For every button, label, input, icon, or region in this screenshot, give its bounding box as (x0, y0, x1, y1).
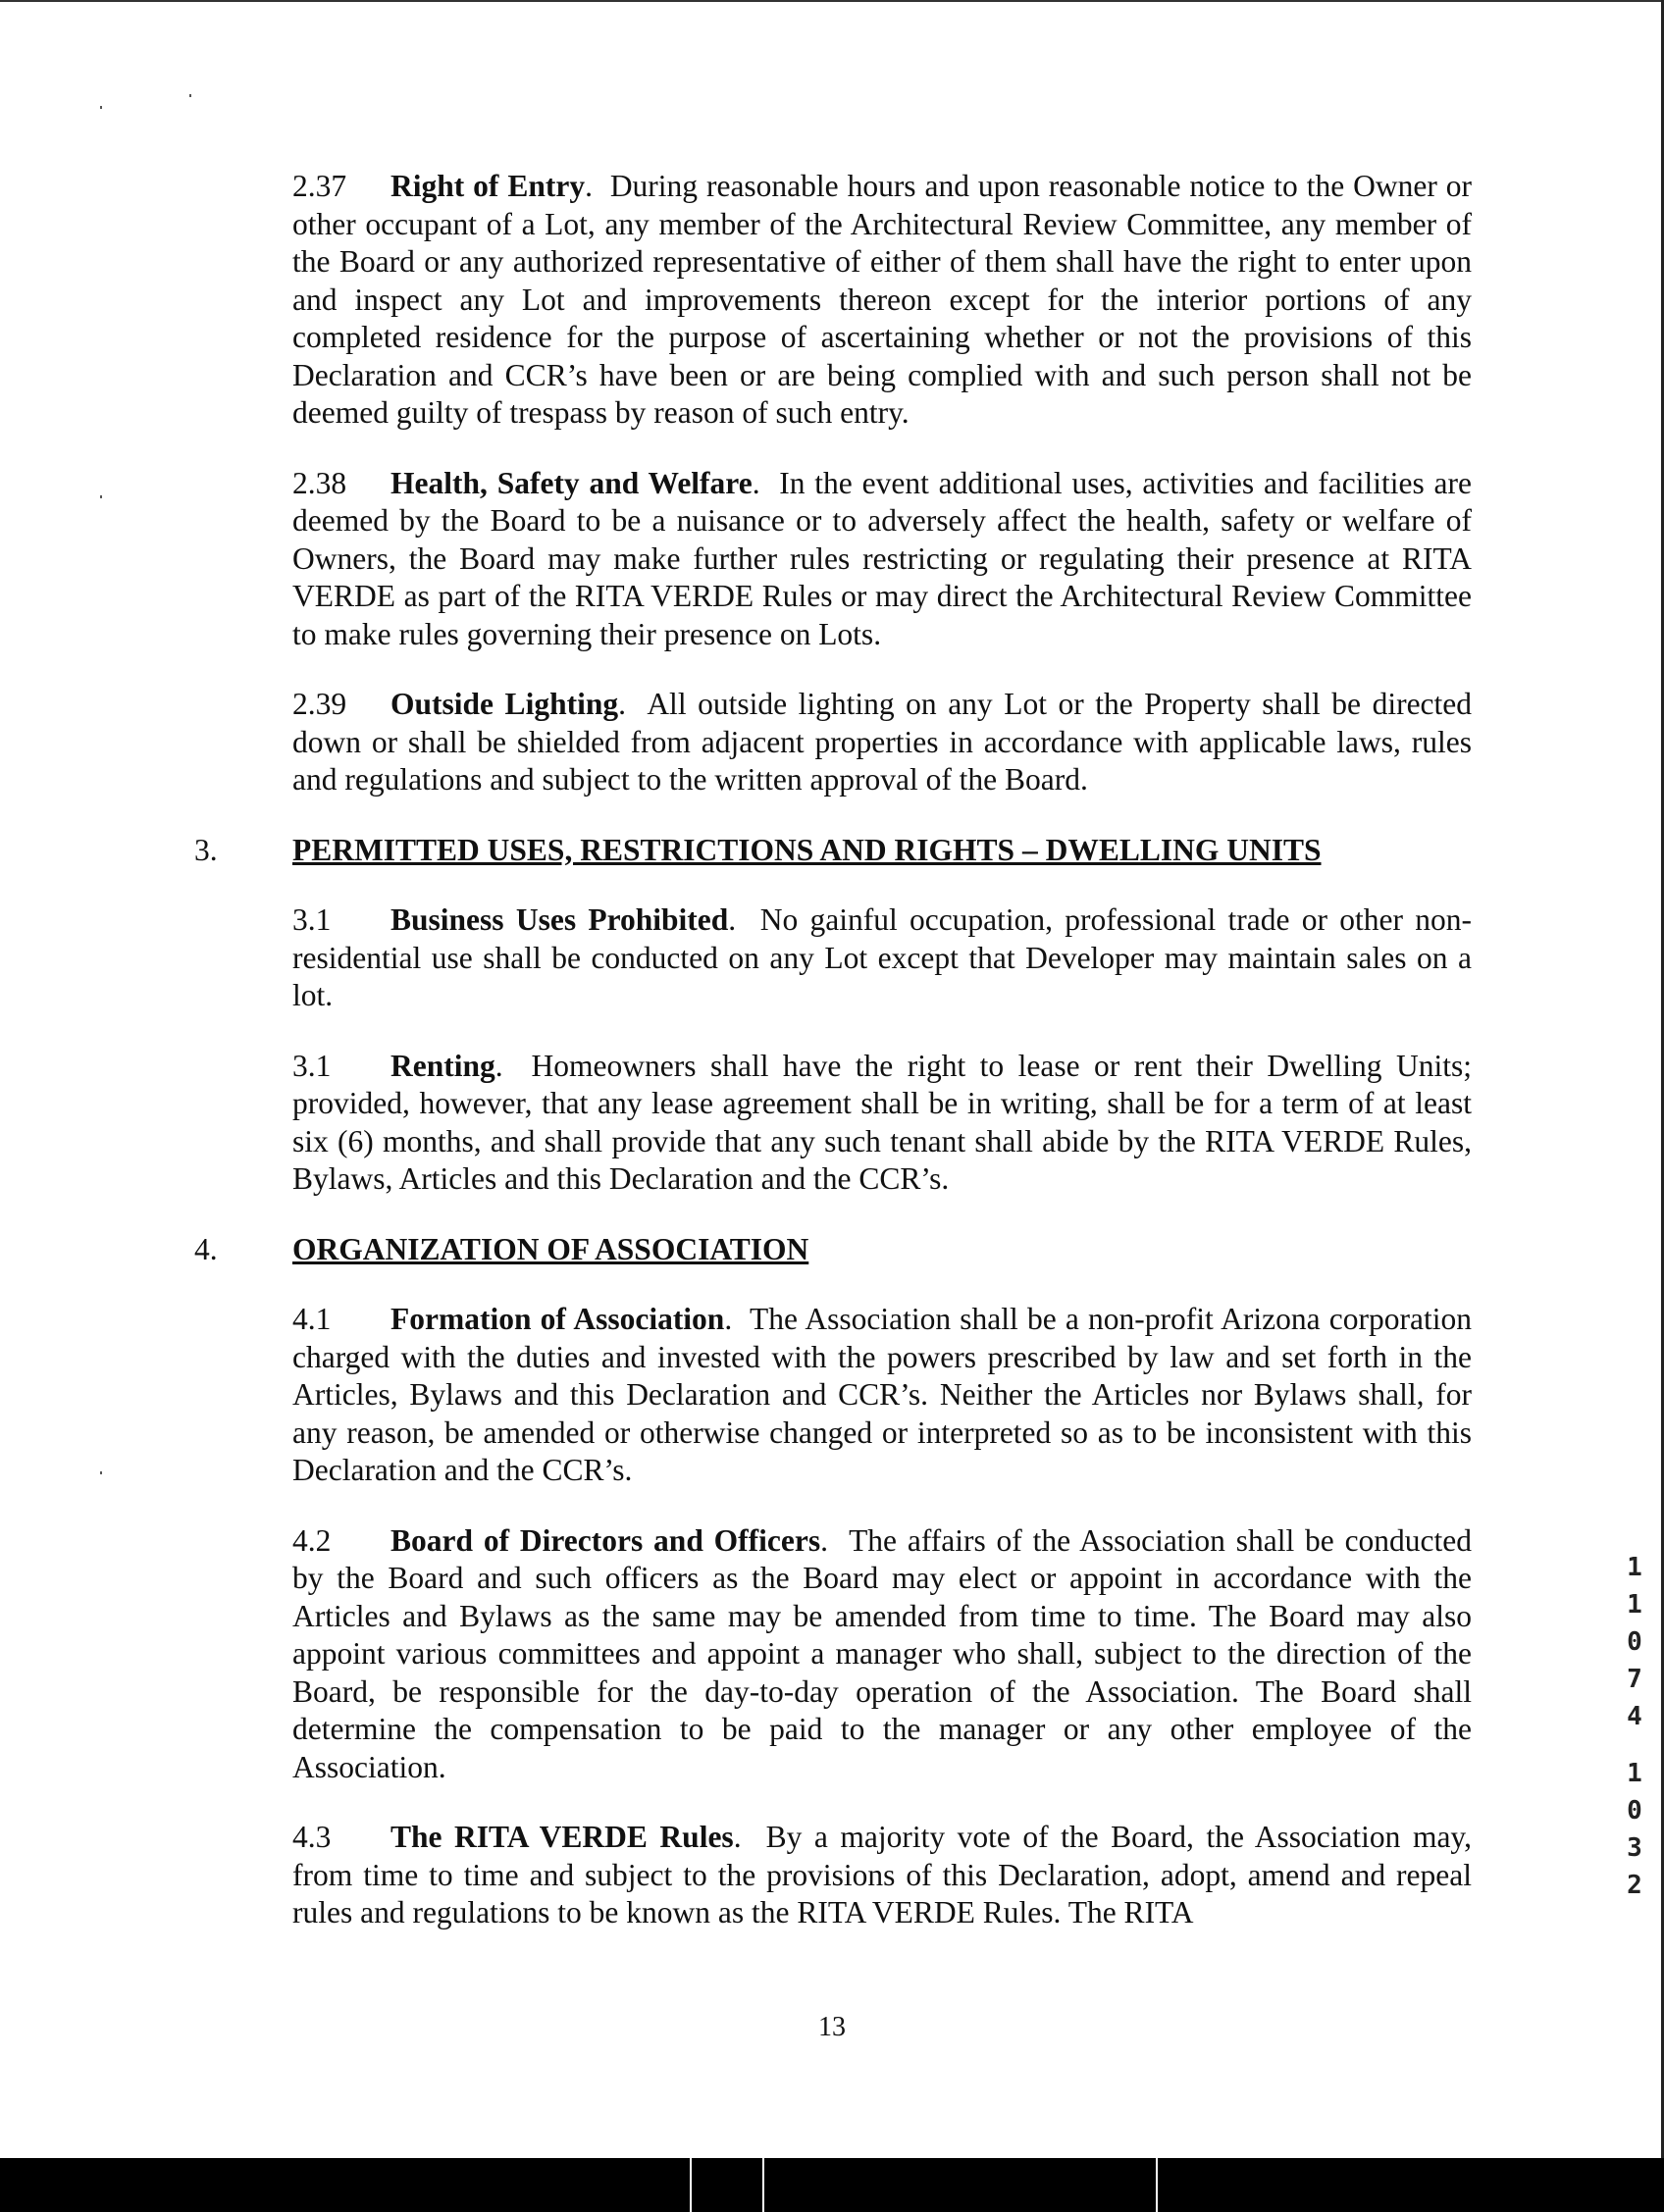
section-number: 2.39 (292, 687, 347, 721)
recording-digit: 0 (1627, 1796, 1642, 1826)
recording-digit: 1 (1627, 1759, 1642, 1788)
section-4-1: 4.1 Formation of Association. The Association shall be a non-profit Arizona corporation charged with the duties and invested with the powers prescribed by law and set forth in the Articles, Bylaws and this Declaration and CCR’s. Neither the Articles nor Bylaws shall, for any reason, be amended or otherwise changed or interpreted so as to be inconsistent with this Declaration and the CCR’s. (292, 1302, 1472, 1487)
section-title: Right of Entry (390, 169, 586, 203)
scan-speck (189, 94, 191, 97)
section-text: All outside lighting on any Lot or the Property shall be directed down or shall be shielded from adjacent properties in accordance with applicable laws, rules and regulations and subject to the written approval of the Board. (292, 687, 1473, 797)
recording-digit: 0 (1627, 1627, 1642, 1657)
scan-border-tick (690, 2158, 692, 2212)
section-number: 4.1 (292, 1302, 332, 1336)
section-3-1-business-uses: 3.1 Business Uses Prohibited. No gainful occupation, professional trade or other non-residential use shall be conducted on any Lot except that Developer may maintain sales on a lot. (292, 902, 1472, 1012)
article-heading-4 (194, 1231, 1472, 1269)
section-number: 2.38 (292, 465, 347, 500)
section-text: The affairs of the Association shall be conducted by the Board and such officers as the Board may elect or appoint in accordance with the Articles and Bylaws as the same may be amended from time to time. The Board may also appoint various committees and appoint a manager who shall, subject to the direction of the Board, be responsible for the day-to-day operation of the Association. The Board shall determine the compensation to be paid to the manager or any other employee of the Association. (292, 1522, 1473, 1784)
section-number: 2.37 (292, 169, 347, 203)
section-text: During reasonable hours and upon reasonable notice to the Owner or other occupant of a Lot, any member of the Architectural Review Committee, any member of the Board or any authorized representative of either of them shall have the right to enter upon and inspect any Lot and improvements thereon except for the interior portions of any completed residence for the purpose of ascertaining whether or not the provisions of this Declaration and CCR’s have been or are being complied with and such person shall not be deemed guilty of trespass by reason of such entry. (292, 169, 1472, 430)
recording-digit: 2 (1627, 1871, 1642, 1900)
section-3-1-renting: 3.1 Renting. Homeowners shall have the right to lease or rent their Dwelling Units; provided, however, that any lease agreement shall be in writing, shall be for a term of at least six (6) months, and shall provide that any such tenant shall abide by the RITA VERDE Rules, Bylaws, Articles and this Declaration and the CCR’s. (292, 1048, 1473, 1196)
recording-digit: 3 (1627, 1833, 1642, 1863)
section-title: Renting (390, 1048, 495, 1083)
section-4-3: 4.3 The RITA VERDE Rules. By a majority vote of the Board, the Association may, from time to time and subject to the provisions of this Declaration, adopt, amend and repeal rules and regulations to be known as the RITA VERDE Rules. The RITA (292, 1820, 1473, 1929)
section-title: The RITA VERDE Rules (390, 1820, 734, 1854)
scan-speck (100, 106, 102, 109)
section-title: Board of Directors and Officers (390, 1522, 821, 1558)
document-body (194, 168, 1473, 1965)
section-2-38: 2.38 Health, Safety and Welfare. In the event additional uses, activities and facilities are deemed by the Board to be a nuisance or to adversely affect the health, safety or welfare of Owners, the Board may make further rules restricting or regulating their presence at RITA VERDE as part of the RITA VERDE Rules or may direct the Architectural Review Committee to make rules governing their presence on Lots. (292, 465, 1473, 651)
section-title: Business Uses Prohibited (390, 902, 729, 937)
recording-digit: 7 (1627, 1665, 1642, 1694)
section-text: By a majority vote of the Board, the Association may, from time to time and subject to the provisions of this Declaration, adopt, amend and repeal rules and regulations to be known as the RITA VERDE Rules. The RITA (292, 1820, 1473, 1929)
scan-speck (100, 1471, 102, 1474)
section-number: 3.1 (292, 1048, 332, 1083)
section-number: 4.3 (292, 1820, 332, 1854)
scan-bottom-border (0, 2158, 1664, 2212)
section-number: 4.2 (292, 1522, 332, 1558)
recording-digit: 4 (1627, 1702, 1642, 1731)
article-number: 4. (194, 1231, 218, 1266)
section-4-2: 4.2 Board of Directors and Officers. The affairs of the Association shall be conducted by the Board and such officers as the Board may elect or appoint in accordance with the Articles and Bylaws as the same may be amended from time to time. The Board may also appoint various committees and appoint a manager who shall, subject to the direction of the Board, be responsible for the day-to-day operation of the Association. The Board shall determine the compensation to be paid to the manager or any other employee of the Association. (292, 1522, 1473, 1784)
article-heading-3 (194, 832, 1472, 870)
section-text: Homeowners shall have the right to lease or rent their Dwelling Units; provided, however, that any lease agreement shall be in writing, shall be for a term of at least six (6) months, and shall provide that any such tenant shall abide by the RITA VERDE Rules, Bylaws, Articles and this Declaration and the CCR’s. (292, 1048, 1473, 1196)
article-title: ORGANIZATION OF ASSOCIATION (292, 1231, 809, 1266)
scan-border-tick (1156, 2158, 1158, 2212)
section-title: Outside Lighting (390, 687, 619, 721)
recording-digit: 1 (1627, 1590, 1642, 1620)
section-text: In the event additional uses, activities and facilities are deemed by the Board to be a nuisance or to adversely affect the health, safety or welfare of Owners, the Board may make further rules restricting or regulating their presence at RITA VERDE as part of the RITA VERDE Rules or may direct the Architectural Review Committee to make rules governing their presence on Lots. (292, 465, 1473, 651)
section-title: Formation of Association (390, 1302, 725, 1336)
section-number: 3.1 (292, 902, 332, 937)
section-title: Health, Safety and Welfare (390, 465, 753, 500)
scan-border-tick (762, 2158, 764, 2212)
page-top-edge (0, 0, 1664, 2)
article-number: 3. (194, 832, 218, 867)
scan-speck (100, 495, 102, 498)
section-text: The Association shall be a non-profit Arizona corporation charged with the duties and invested with the powers prescribed by law and set forth in the Articles, Bylaws and this Declaration and CCR’s. Neither the Articles nor Bylaws shall, for any reason, be amended or otherwise changed or interpreted so as to be inconsistent with this Declaration and the CCR’s. (292, 1302, 1472, 1487)
section-2-39: 2.39 Outside Lighting. All outside lighting on any Lot or the Property shall be directed down or shall be shielded from adjacent properties in accordance with applicable laws, rules and regulations and subject to the written approval of the Board. (292, 687, 1473, 797)
section-text: No gainful occupation, professional trade or other non-residential use shall be conducted on any Lot except that Developer may maintain sales on a lot. (292, 902, 1472, 1012)
section-2-37: 2.37 Right of Entry. During reasonable hours and upon reasonable notice to the Owner or other occupant of a Lot, any member of the Architectural Review Committee, any member of the Board or any authorized representative of either of them shall have the right to enter upon and inspect any Lot and improvements thereon except for the interior portions of any completed residence for the purpose of ascertaining whether or not the provisions of this Declaration and CCR’s have been or are being complied with and such person shall not be deemed guilty of trespass by reason of such entry. (292, 169, 1472, 430)
article-title: PERMITTED USES, RESTRICTIONS AND RIGHTS – DWELLING UNITS (292, 832, 1322, 867)
recording-digit: 1 (1627, 1553, 1642, 1582)
recording-number-stamp (1620, 1549, 1649, 1904)
page-number: 13 (818, 2012, 846, 2042)
